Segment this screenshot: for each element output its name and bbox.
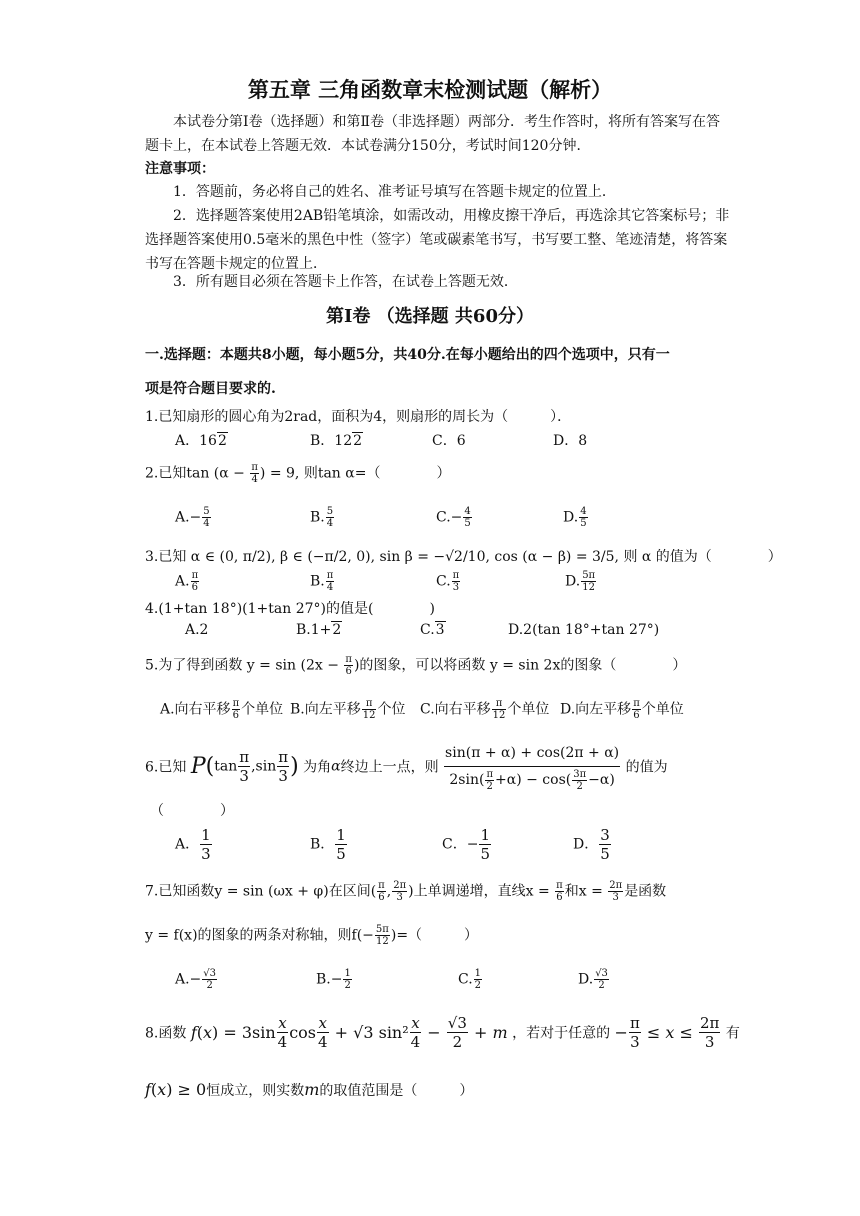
notice-item-3: 3．所有题目必须在答题卡上作答，在试卷上答题无效． bbox=[173, 274, 518, 290]
q8-stem-line2: f(x) ≥ 0恒成立，则实数m的取值范围是（ ） bbox=[145, 1080, 474, 1099]
q1-option-a: A．162 bbox=[175, 433, 227, 449]
q2-option-c: C.− $\frac{4}{5}$ bbox=[436, 506, 471, 529]
intro-paragraph: 本试卷分第Ⅰ卷（选择题）和第Ⅱ卷（非选择题）两部分．考生作答时，将所有答案写在答题卡上，在本试卷上答题无效．本试卷满分150分，考试时间120分钟． bbox=[145, 114, 721, 154]
section-instruction-line2: 项是符合题目要求的. bbox=[145, 381, 276, 397]
q3-option-b: B. $\frac{\pi}{4}$ bbox=[310, 570, 334, 593]
notice-heading: 注意事项： bbox=[145, 161, 215, 177]
q3-option-d: D. $\frac{5\pi}{12}$ bbox=[565, 570, 596, 593]
notice-item-2: 2．选择题答案使用2AB铅笔填涂，如需改动，用橡皮擦干净后，再选涂其它答案标号；非选择题答案使用0.5毫米的黑色中性（签字）笔或碳素笔书写，书写要工整、笔迹清楚，将答案书写在答题卡规定的位置上． bbox=[145, 208, 730, 272]
q5-option-d: D.向左平移 $\frac{\pi}{6}$ 个单位 bbox=[560, 698, 684, 721]
q5-option-c: C.向右平移 $\frac{\pi}{12}$ 个单位 bbox=[420, 698, 550, 721]
q8-stem-line1: 8.函数 f(x) = 3sin $\frac{x}{4}$ cos $\frac{x}{4}$ + √3 sin² $\frac{x}{4}$ − $\frac{√3}{2}$ + m ，若对于任意的 − $\frac{\pi}{3}$ ≤ x ≤ $\frac{2\pi}{3}$ 有 bbox=[145, 1014, 740, 1051]
q1-stem: 1.已知扇形的圆心角为2rad，面积为4，则扇形的周长为（ ）． bbox=[145, 409, 572, 425]
q4-option-c: C.3 bbox=[420, 622, 445, 638]
q4-option-b: B.1+2 bbox=[296, 622, 342, 638]
q3-option-a: A. $\frac{\pi}{6}$ bbox=[175, 570, 199, 593]
section-instruction-line1: 一.选择题：本题共8小题，每小题5分，共40分.在每小题给出的四个选项中，只有一 bbox=[145, 347, 670, 363]
q7-stem-line2: y = f(x)的图象的两条对称轴，则f(− $\frac{5\pi}{12}$ )=（ ） bbox=[145, 924, 479, 947]
q7-option-d: D. $\frac{√3}{2}$ bbox=[578, 968, 608, 991]
q5-stem: 5.为了得到函数 y = sin (2x − $\frac{\pi}{6}$ )的图象，可以将函数 y = sin 2x的图象（ ） bbox=[145, 654, 687, 677]
q3-option-c: C. $\frac{\pi}{3}$ bbox=[436, 570, 460, 593]
q2-stem: 2.已知tan (α − $\frac{\pi}{4}$ ) = 9, 则tan α=（ ） bbox=[145, 462, 451, 485]
document-title: 第五章 三角函数章末检测试题（解析） bbox=[247, 77, 613, 102]
q1-option-c: C．6 bbox=[432, 433, 466, 449]
q4-stem: 4.(1+tan 18°)(1+tan 27°)的值是( ) bbox=[145, 601, 435, 617]
notice-item-1: 1．答题前，务必将自己的姓名、准考证号填写在答题卡规定的位置上． bbox=[173, 184, 616, 200]
q1-option-b: B．122 bbox=[310, 433, 363, 449]
q6-option-a: A． $\frac{1}{3}$ bbox=[175, 826, 211, 863]
q2-option-a: A.− $\frac{5}{4}$ bbox=[175, 506, 210, 529]
q6-option-b: B． $\frac{1}{5}$ bbox=[310, 826, 346, 863]
q7-option-c: C. $\frac{1}{2}$ bbox=[458, 968, 482, 991]
q6-option-d: D． $\frac{3}{5}$ bbox=[573, 826, 610, 863]
q2-option-b: B. $\frac{5}{4}$ bbox=[310, 506, 334, 529]
q5-option-b: B.向左平移 $\frac{\pi}{12}$ 个位 bbox=[290, 698, 406, 721]
q4-option-a: A.2 bbox=[185, 622, 209, 638]
q4-option-d: D.2(tan 18°+tan 27°) bbox=[508, 622, 660, 638]
q1-option-d: D．8 bbox=[553, 433, 588, 449]
section-title: 第Ⅰ卷 （选择题 共60分） bbox=[325, 306, 534, 327]
q7-option-b: B.− $\frac{1}{2}$ bbox=[316, 968, 351, 991]
q6-option-c: C．− $\frac{1}{5}$ bbox=[442, 826, 490, 863]
q7-stem-line1: 7.已知函数y = sin (ωx + φ)在区间( $\frac{\pi}{6}$ , $\frac{2\pi}{3}$ )上单调递增，直线x = $\frac{\pi}{6}$ 和x = $\frac{2\pi}{3}$ 是函数 bbox=[145, 880, 667, 903]
q5-option-a: A.向右平移 $\frac{\pi}{6}$ 个单位 bbox=[160, 698, 284, 721]
q7-option-a: A.− $\frac{√3}{2}$ bbox=[175, 968, 217, 991]
q6-answer-paren: （ ） bbox=[150, 803, 234, 819]
q6-stem: 6.已知 P(tan $\frac{\pi}{3}$ ,sin $\frac{\pi}{3}$ ) 为角α终边上一点，则 sin(π + α) + cos(2π + α) 2sin( $\frac{\pi}{2}$ +α) − cos( $\frac{3\pi}{2}$ −α) 的值为 bbox=[145, 740, 668, 793]
q3-stem: 3.已知 α ∈ (0, π/2), β ∈ (−π/2, 0), sin β = −√2/10, cos (α − β) = 3/5, 则 α 的值为（ ） bbox=[145, 549, 782, 565]
q2-option-d: D. $\frac{4}{5}$ bbox=[563, 506, 587, 529]
